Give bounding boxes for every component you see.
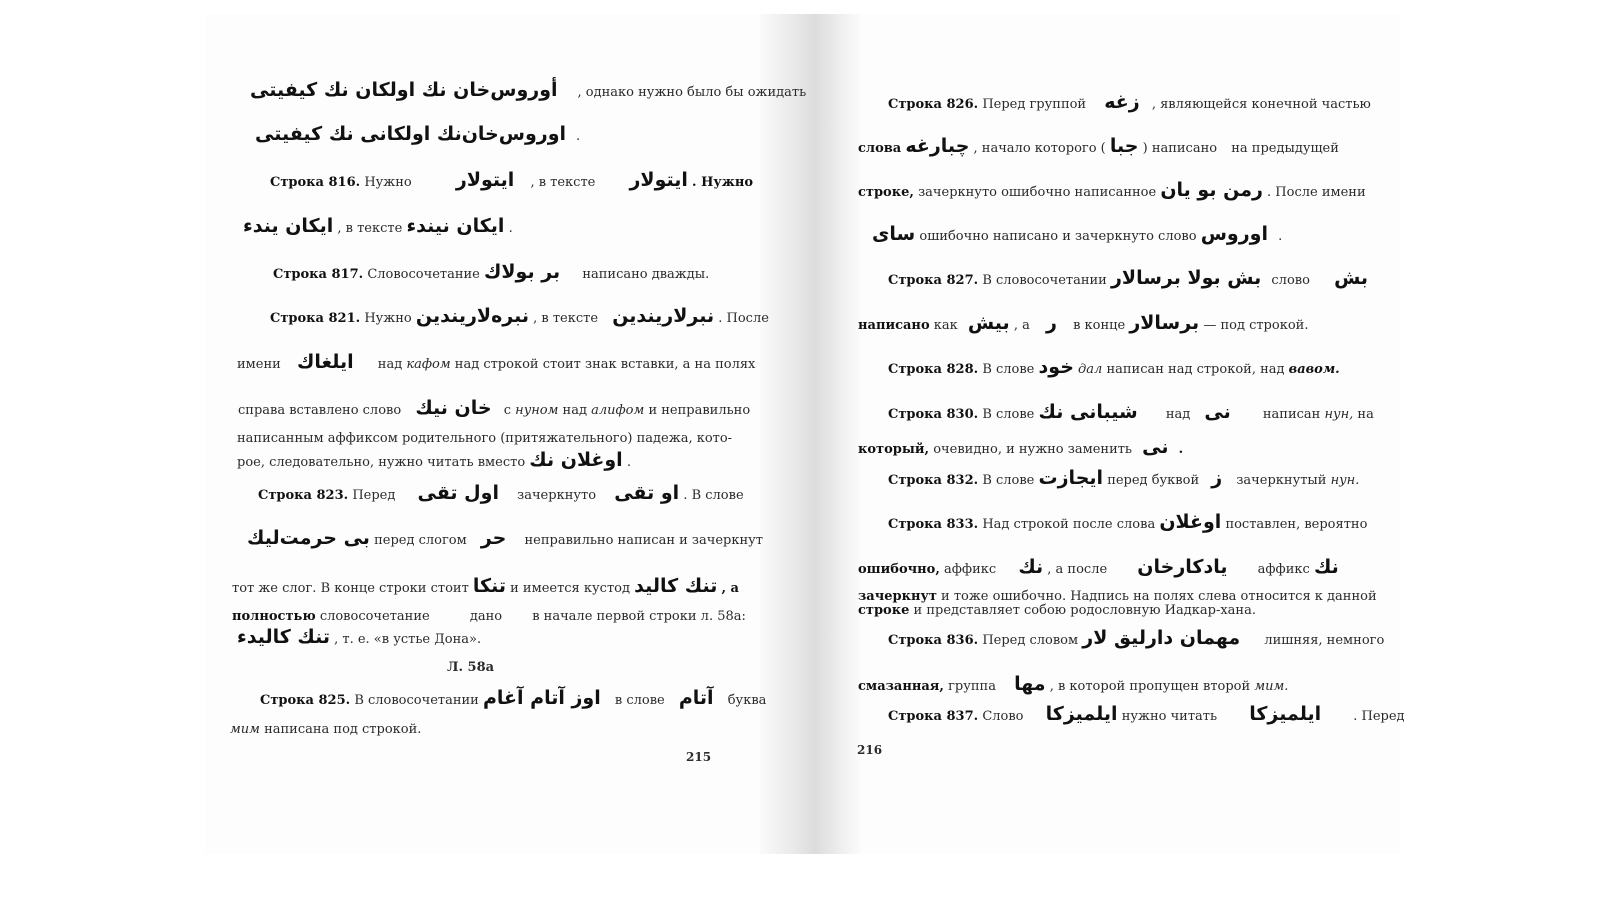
arabic-text: بش بولا برسالار — [1110, 267, 1262, 289]
arabic-text: ايتولار — [455, 169, 515, 191]
text: лишняя, немного — [1264, 633, 1385, 648]
text: аффикс — [944, 562, 997, 577]
arabic-text: ر — [1045, 312, 1057, 334]
left-line-1 — [250, 79, 807, 101]
right-line-9 — [858, 436, 1184, 458]
italic-text: нун. — [1330, 473, 1360, 488]
left-line-17 — [230, 722, 421, 738]
bold-text: который, — [858, 442, 930, 457]
text: , в которой пропущен второй — [1049, 679, 1251, 694]
text: , однако нужно было бы ожидать — [577, 85, 807, 100]
text: ) написано — [1142, 141, 1218, 156]
text: . — [508, 221, 513, 236]
right-line-5 — [888, 267, 1369, 289]
text: , в тексте — [337, 221, 403, 236]
text: Нужно — [364, 311, 412, 326]
text: группа — [948, 679, 996, 694]
text: Слово — [982, 709, 1024, 724]
right-line-11 — [888, 511, 1368, 533]
left-line-3 — [270, 169, 754, 191]
text: , а после — [1047, 562, 1108, 577]
arabic-text: ساى — [872, 223, 916, 245]
text: В слове — [982, 407, 1035, 422]
italic-text: алифом — [591, 403, 645, 418]
line-label: Строка 832. — [888, 473, 979, 488]
text: . — [626, 455, 631, 470]
text: написанным аффиксом родительного (притяжательного) падежа, кото- — [237, 431, 733, 446]
text: поставлен, вероятно — [1225, 517, 1368, 532]
left-line-8 — [238, 397, 751, 419]
arabic-text: او تقى — [614, 482, 680, 504]
text: с — [503, 403, 511, 418]
arabic-text: مها — [1014, 673, 1046, 695]
text: написана под строкой. — [264, 722, 422, 737]
bold-text: строке — [858, 603, 910, 618]
text: на — [1357, 407, 1374, 422]
line-label: Строка 830. — [888, 407, 979, 422]
arabic-text: اوروس — [1200, 223, 1269, 245]
text: имени — [237, 357, 281, 372]
left-line-9 — [237, 431, 732, 447]
arabic-text: ايلميزكا — [1249, 703, 1322, 725]
left-line-4 — [243, 215, 513, 237]
text: в конце — [1073, 318, 1126, 333]
text: . После имени — [1267, 185, 1366, 200]
bold-text: смазанная, — [858, 679, 944, 694]
text: , а — [721, 581, 739, 596]
left-line-10 — [237, 449, 631, 471]
text: дано — [469, 609, 503, 624]
text: , а — [1013, 318, 1030, 333]
text: перед слогом — [374, 533, 467, 548]
left-line-7 — [237, 351, 756, 373]
text: В словосочетании — [982, 273, 1107, 288]
text: зачеркнуто — [517, 488, 597, 503]
arabic-text: اول تقى — [417, 482, 499, 504]
line-label: Строка 821. — [270, 311, 361, 326]
right-line-1 — [888, 91, 1371, 113]
bold-text: полностью — [232, 609, 316, 624]
text: над — [562, 403, 587, 418]
arabic-text: چبارغه — [905, 135, 970, 157]
line-label: Строка 833. — [888, 517, 979, 532]
arabic-text: تنك كاليدء — [237, 626, 330, 648]
arabic-text: خود — [1038, 356, 1074, 378]
text: и имеется кустод — [510, 581, 630, 596]
arabic-text: خان نيك — [415, 397, 492, 419]
arabic-text: نك — [1313, 556, 1339, 578]
right-line-3 — [858, 179, 1366, 201]
bold-text: ошибочно, — [858, 562, 940, 577]
folio-heading: Л. 58а — [447, 660, 495, 675]
right-line-16 — [858, 673, 1289, 695]
right-line-14 — [858, 603, 1256, 619]
text: Нужно — [364, 175, 412, 190]
bold-text: написано — [858, 318, 930, 333]
text: ошибочно написано и зачеркнуто слово — [919, 229, 1197, 244]
arabic-text: نى — [1204, 401, 1231, 423]
arabic-text: ايكان يندء — [243, 215, 334, 237]
right-line-4 — [872, 223, 1283, 245]
text: . После — [718, 311, 769, 326]
text: перед буквой — [1107, 473, 1200, 488]
italic-text: кафом — [406, 357, 451, 372]
text: В слове — [982, 362, 1035, 377]
page-number-left: 215 — [686, 750, 712, 764]
arabic-text: يادكارخان — [1137, 556, 1228, 578]
arabic-text: اوروس‌خان‌نك اولكانى نك كيفيتى — [255, 123, 567, 145]
text: зачеркнутый — [1236, 473, 1327, 488]
text: и представляет собою родословную Иадкар-хана. — [913, 603, 1256, 618]
text: рое, следовательно, нужно читать вместо — [237, 455, 526, 470]
text: нужно читать — [1121, 709, 1218, 724]
text: Перед группой — [982, 97, 1087, 112]
arabic-text: بى حرمت‌ليك — [247, 527, 370, 549]
text: над строкой стоит знак вставки, а на полях — [454, 357, 756, 372]
right-line-8 — [888, 401, 1374, 423]
text: словосочетание — [319, 609, 430, 624]
text: над — [1165, 407, 1191, 422]
text: написан — [1262, 407, 1321, 422]
left-line-2 — [255, 123, 581, 145]
line-label: Строка 816. — [270, 175, 361, 190]
text: буква — [727, 693, 767, 708]
text: тот же слог. В конце строки стоит — [232, 581, 469, 596]
arabic-text: شيبانى نك — [1038, 401, 1138, 423]
right-line-10 — [888, 467, 1360, 489]
arabic-text: حر — [480, 527, 507, 549]
italic-text: вавом. — [1288, 362, 1340, 377]
line-label: Строка 836. — [888, 633, 979, 648]
right-line-15 — [888, 627, 1385, 649]
line-label: Строка 827. — [888, 273, 979, 288]
text: на предыдущей — [1231, 141, 1339, 156]
arabic-text: أوروس‌خان نك اولكان نك كيفيتى — [250, 79, 558, 101]
text: , т. е. «в устье Дона». — [334, 632, 482, 647]
right-line-17 — [888, 703, 1405, 725]
arabic-text: مهمان دارليق لار — [1082, 627, 1241, 649]
arabic-text: نك — [1018, 556, 1044, 578]
arabic-text: نبرلاريندين — [612, 305, 715, 327]
text: Над строкой после слова — [982, 517, 1156, 532]
text: в слове — [614, 693, 665, 708]
book-gutter — [760, 14, 860, 854]
arabic-text: جبا — [1109, 135, 1139, 157]
right-line-6 — [858, 312, 1309, 334]
arabic-text: اوز آتام آغام — [482, 687, 601, 709]
text: . — [1278, 229, 1283, 244]
line-label: Строка 837. — [888, 709, 979, 724]
text: . Нужно — [692, 175, 754, 190]
arabic-text: بيش — [967, 312, 1010, 334]
text: , в тексте — [530, 175, 596, 190]
line-label: Строка 825. — [260, 693, 351, 708]
italic-text: мим — [230, 722, 260, 737]
line-label: Строка 823. — [258, 488, 349, 503]
text: — под строкой. — [1203, 318, 1309, 333]
left-line-16 — [260, 687, 767, 709]
left-line-11 — [258, 482, 744, 504]
left-line-14 — [232, 609, 746, 625]
text: . — [576, 129, 581, 144]
line-label: Строка 826. — [888, 97, 979, 112]
text: , в тексте — [533, 311, 599, 326]
arabic-text: ز — [1211, 467, 1223, 489]
left-line-6 — [270, 305, 769, 327]
line-label: Строка 817. — [273, 267, 364, 282]
text: В слове — [982, 473, 1035, 488]
bold-text: зачеркнут — [858, 589, 937, 604]
arabic-text: ايلميزكا — [1045, 703, 1118, 725]
arabic-text: ايلغاك — [296, 351, 354, 373]
arabic-text: ايكان نيندء — [406, 215, 505, 237]
text: аффикс — [1257, 562, 1310, 577]
text: Перед — [352, 488, 396, 503]
left-line-13 — [232, 575, 739, 597]
italic-text: мим. — [1254, 679, 1289, 694]
text: . В слове — [683, 488, 744, 503]
arabic-text: تنك كاليد — [634, 575, 718, 597]
arabic-text: بش — [1334, 267, 1369, 289]
text: в начале первой строки л. 58а: — [532, 609, 746, 624]
arabic-text: اوغلان نك — [529, 449, 623, 471]
text: и неправильно — [648, 403, 751, 418]
text: справа вставлено слово — [238, 403, 402, 418]
text: над — [1260, 362, 1285, 377]
text: В словосочетании — [354, 693, 479, 708]
text: , начало которого ( — [973, 141, 1106, 156]
italic-text: нун, — [1324, 407, 1354, 422]
text: как — [933, 318, 958, 333]
text: слово — [1271, 273, 1310, 288]
right-line-7 — [888, 356, 1340, 378]
arabic-text: ايتولار — [629, 169, 688, 191]
left-line-12 — [247, 527, 764, 549]
text: очевидно, и нужно заменить — [933, 442, 1133, 457]
text: , являющейся конечной частью — [1151, 97, 1371, 112]
arabic-text: بر بولاك — [484, 261, 561, 283]
right-line-2 — [858, 135, 1339, 157]
arabic-text: برسالار — [1129, 312, 1200, 334]
line-label: Строка 828. — [888, 362, 979, 377]
arabic-text: نى — [1142, 436, 1169, 458]
text: и тоже ошибочно. Надпись на полях слева относится к данной — [941, 589, 1377, 604]
bold-text: строке, — [858, 185, 914, 200]
text: . — [1178, 442, 1184, 457]
arabic-text: نبره‌لاريندين — [415, 305, 529, 327]
arabic-text: رمن بو يان — [1160, 179, 1263, 201]
right-line-12 — [858, 556, 1339, 578]
arabic-text: زغه — [1104, 91, 1140, 113]
arabic-text: آتام — [678, 687, 714, 709]
bold-text: слова — [858, 141, 902, 156]
left-line-15 — [237, 626, 482, 648]
text: . Перед — [1353, 709, 1405, 724]
text: Перед словом — [982, 633, 1079, 648]
text: зачеркнуто ошибочно написанное — [918, 185, 1157, 200]
text: неправильно написан и зачеркнут — [524, 533, 764, 548]
italic-text: нуном — [515, 403, 559, 418]
text: над — [377, 357, 403, 372]
text: написано дважды. — [582, 267, 710, 282]
left-line-5 — [273, 261, 710, 283]
arabic-text: تنكا — [472, 575, 506, 597]
arabic-text: اوغلان — [1159, 511, 1222, 533]
italic-text: дал — [1078, 362, 1103, 377]
page-number-right: 216 — [857, 743, 883, 757]
arabic-text: ايجازت — [1038, 467, 1104, 489]
text: Словосочетание — [367, 267, 480, 282]
text: написан над строкой, — [1106, 362, 1256, 377]
